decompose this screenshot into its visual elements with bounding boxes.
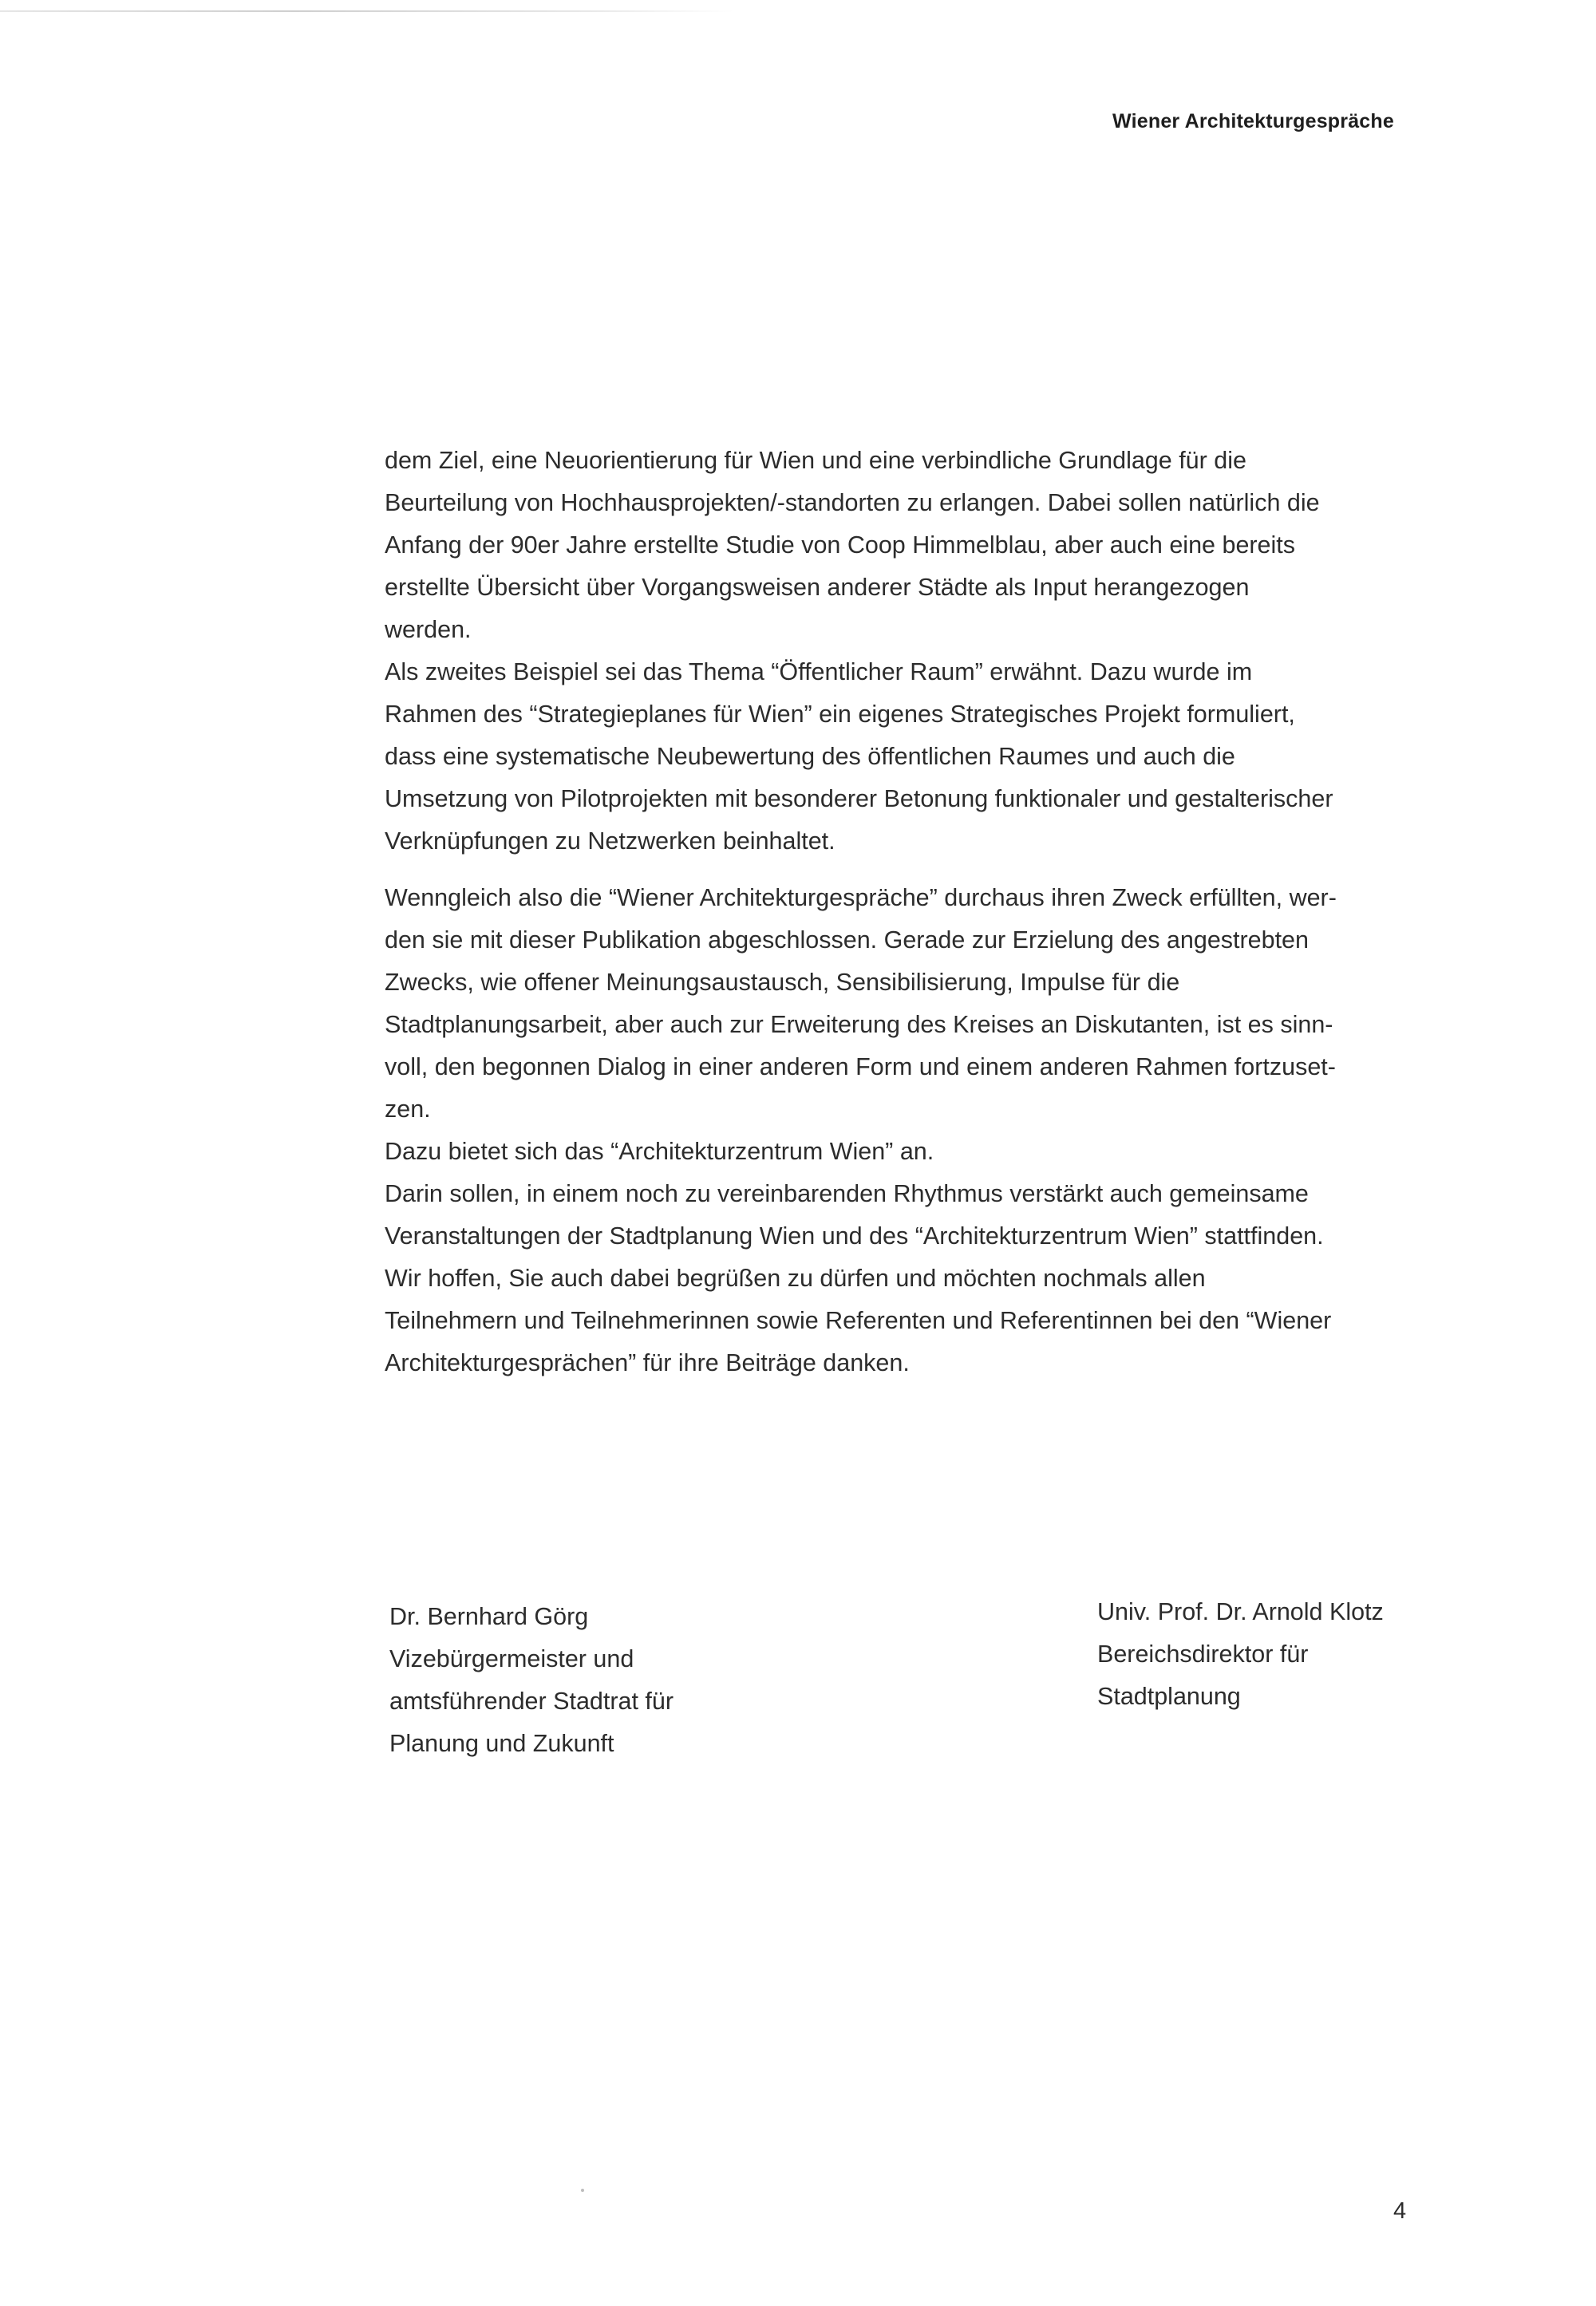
body-line: Teilnehmern und Teilnehmerinnen sowie Referenten und Referentinnen bei den “Wiener [385, 1307, 1332, 1334]
signature-block-left [389, 1596, 674, 1765]
signature-block-right [1097, 1591, 1384, 1718]
body-line: Anfang der 90er Jahre erstellte Studie von Coop Himmelblau, aber auch eine bereits [385, 531, 1296, 559]
body-line: Veranstaltungen der Stadtplanung Wien und des “Architekturzentrum Wien” stattfinden. [385, 1222, 1324, 1250]
signatory-role: Planung und Zukunft [389, 1730, 614, 1757]
body-line: Zwecks, wie offener Meinungsaustausch, Sensibilisierung, Impulse für die [385, 969, 1180, 996]
body-line: Stadtplanungsarbeit, aber auch zur Erweiterung des Kreises an Diskutanten, ist es sinn- [385, 1011, 1333, 1038]
scan-edge-line [0, 10, 734, 12]
signatory-name: Univ. Prof. Dr. Arnold Klotz [1097, 1598, 1384, 1625]
page-number: 4 [1393, 2198, 1407, 2224]
body-line: Darin sollen, in einem noch zu vereinbarenden Rhythmus verstärkt auch gemeinsame [385, 1180, 1309, 1207]
body-line: Dazu bietet sich das “Architekturzentrum Wien” an. [385, 1138, 934, 1165]
body-line: Als zweites Beispiel sei das Thema “Öffentlicher Raum” erwähnt. Dazu wurde im [385, 658, 1253, 685]
body-line: Rahmen des “Strategieplanes für Wien” ein eigenes Strategisches Projekt formuliert, [385, 701, 1295, 728]
body-line: Architekturgesprächen” für ihre Beiträge danken. [385, 1349, 910, 1376]
signatory-name: Dr. Bernhard Görg [389, 1603, 589, 1630]
body-line: Wir hoffen, Sie auch dabei begrüßen zu dürfen und möchten nochmals allen [385, 1265, 1206, 1292]
body-line: dass eine systematische Neubewertung des öffentlichen Raumes und auch die [385, 743, 1235, 770]
body-text [385, 440, 1414, 1384]
scan-speck [581, 2189, 584, 2192]
body-line: Umsetzung von Pilotprojekten mit besonderer Betonung funktionaler und gestalterischer [385, 785, 1333, 812]
body-line: werden. [385, 616, 472, 643]
signatory-role: Bereichsdirektor für [1097, 1641, 1309, 1668]
running-header: Wiener Architekturgespräche [1112, 110, 1394, 132]
body-line: dem Ziel, eine Neuorientierung für Wien und eine verbindliche Grundlage für die [385, 447, 1246, 474]
signatory-role: Stadtplanung [1097, 1683, 1241, 1710]
body-line: Beurteilung von Hochhausprojekten/-standorten zu erlangen. Dabei sollen natürlich die [385, 489, 1320, 516]
body-line: voll, den begonnen Dialog in einer anderen Form und einem anderen Rahmen fortzuset- [385, 1053, 1336, 1080]
signatory-role: Vizebürgermeister und [389, 1645, 634, 1672]
body-line: zen. [385, 1096, 431, 1123]
body-line: Wenngleich also die “Wiener Architekturgespräche” durchaus ihren Zweck erfüllten, wer- [385, 884, 1337, 911]
body-line: Verknüpfungen zu Netzwerken beinhaltet. [385, 827, 836, 855]
paragraph-gap [385, 863, 1414, 877]
signatory-role: amtsführender Stadtrat für [389, 1688, 674, 1715]
body-line: den sie mit dieser Publikation abgeschlossen. Gerade zur Erzielung des angestrebten [385, 926, 1309, 954]
body-line: erstellte Übersicht über Vorgangsweisen anderer Städte als Input herangezogen [385, 574, 1250, 601]
